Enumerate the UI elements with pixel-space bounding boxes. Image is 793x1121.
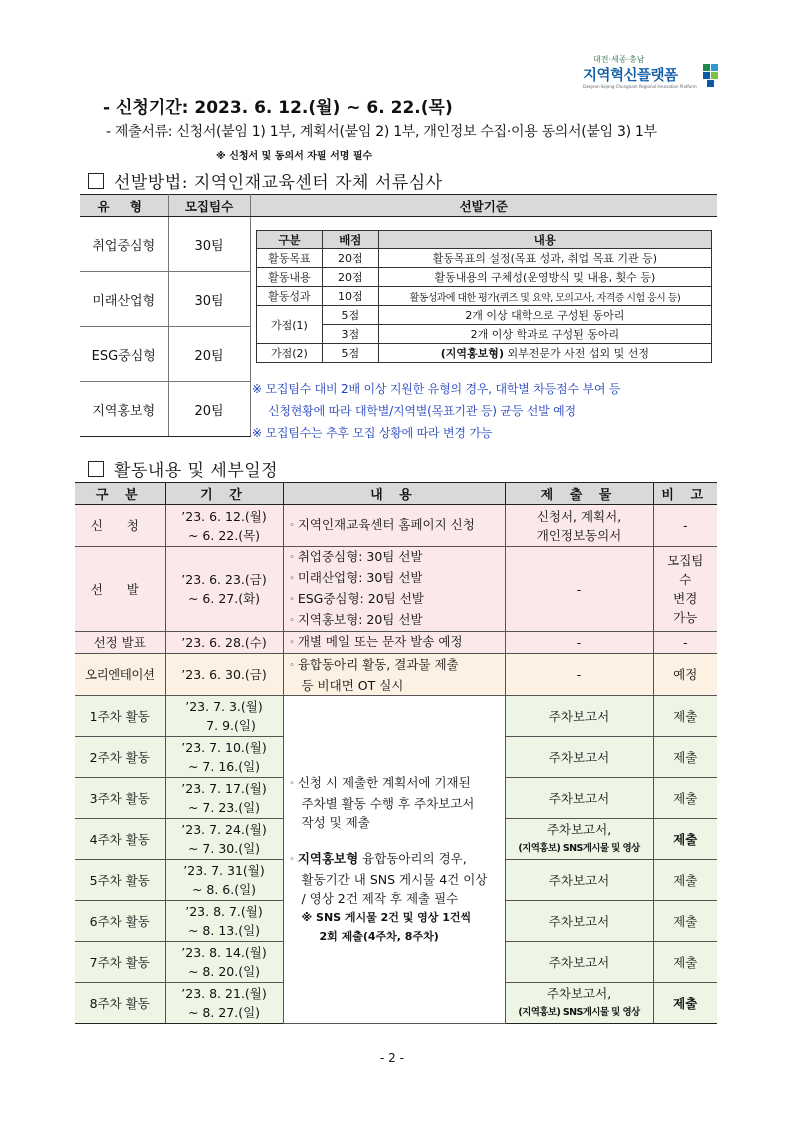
count-cell: 20팀 xyxy=(168,327,250,382)
header-category: 구 분 xyxy=(75,483,165,505)
bullet-icon: ◦ xyxy=(289,779,295,789)
criteria-score: 5점 xyxy=(322,344,378,363)
note-line: 가능 xyxy=(673,610,698,625)
criteria-category: 가점(2) xyxy=(257,344,323,363)
period-line: ’23. 7. 3.(월) xyxy=(185,699,263,714)
period-cell xyxy=(165,901,283,942)
selection-note-2: 신청현황에 따라 대학별/지역별(목표기관 등) 균등 선발 예정 xyxy=(268,404,576,418)
header-note: 비 고 xyxy=(653,483,717,505)
bullet-icon: ◦ xyxy=(289,855,295,865)
category-cell: 2주차 활동 xyxy=(75,737,165,778)
content-cell xyxy=(283,547,505,632)
logo-mark-icon xyxy=(701,62,721,88)
period-cell: ’23. 6. 28.(수) xyxy=(165,632,283,654)
content-line: 지역인재교육센터 홈페이지 신청 xyxy=(297,517,475,532)
header-count: 모집팀수 xyxy=(168,195,250,217)
criteria-category: 활동목표 xyxy=(257,249,323,268)
period-cell xyxy=(165,737,283,778)
note-cell: 제출 xyxy=(653,901,717,942)
submission-cell: - xyxy=(505,654,653,696)
period-cell xyxy=(165,819,283,860)
selection-note-3: ※ 모집팀수는 추후 모집 상황에 따라 변경 가능 xyxy=(252,426,493,440)
content-line: 활동기간 내 SNS 게시물 4건 이상 xyxy=(301,872,488,887)
header-period: 기 간 xyxy=(165,483,283,505)
bullet-icon: ◦ xyxy=(289,660,295,671)
table-row xyxy=(75,654,717,696)
period-cell: ’23. 6. 30.(금) xyxy=(165,654,283,696)
category-cell: 3주차 활동 xyxy=(75,778,165,819)
submission-cell: 주차보고서 xyxy=(505,778,653,819)
category-cell: 신 청 xyxy=(75,505,165,547)
page-number: - 2 - xyxy=(380,1051,404,1065)
period-line: ~ 8. 27.(일) xyxy=(187,1005,261,1020)
period-line: ~ 6. 22.(목) xyxy=(187,527,261,543)
criteria-category: 활동성과 xyxy=(257,287,323,306)
category-cell: 4주차 활동 xyxy=(75,819,165,860)
criteria-category: 활동내용 xyxy=(257,268,323,287)
schedule-table xyxy=(75,482,717,1024)
content-line: 융합동아리의 경우, xyxy=(358,851,467,866)
submission-cell: 주차보고서 xyxy=(505,901,653,942)
submission-line: 주차보고서, xyxy=(546,986,612,1001)
content-line: 작성 및 제출 xyxy=(301,815,370,830)
content-note: ※ SNS 게시물 2건 및 영상 1건씩 xyxy=(301,911,472,924)
content-line: 취업중심형: 30팀 선발 xyxy=(297,549,423,564)
type-cell: 취업중심형 xyxy=(80,217,168,272)
period-line: ’23. 6. 12.(월) xyxy=(181,508,267,524)
note-cell: 제출 xyxy=(653,860,717,901)
category-cell: 5주차 활동 xyxy=(75,860,165,901)
note-line: 수 xyxy=(679,572,692,587)
bullet-icon: ◦ xyxy=(289,521,295,531)
required-documents: - 제출서류: 신청서(붙임 1) 1부, 계획서(붙임 2) 1부, 개인정보 수집·이용 동의서(붙임 3) 1부 xyxy=(106,124,657,140)
criteria-table xyxy=(256,230,712,363)
criteria-content xyxy=(378,344,711,363)
checkbox-icon xyxy=(88,173,104,189)
criteria-content: 활동내용의 구체성(운영방식 및 내용, 횟수 등) xyxy=(378,268,711,287)
period-line: ’23. 8. 7.(월) xyxy=(185,904,263,919)
period-line: 7. 9.(일) xyxy=(206,718,256,733)
content-line: 개별 메일 또는 문자 발송 예정 xyxy=(297,634,463,649)
selection-heading-text: 선발방법: 지역인재교육센터 자체 서류심사 xyxy=(114,173,443,193)
period-line: ~ 7. 23.(일) xyxy=(187,800,261,815)
criteria-score: 10점 xyxy=(322,287,378,306)
content-bold: 지역홍보형 xyxy=(297,851,359,866)
weekly-content-cell xyxy=(283,696,505,1024)
period-cell xyxy=(165,778,283,819)
submission-cell xyxy=(505,819,653,860)
submission-line: 주차보고서, xyxy=(546,822,612,837)
period-line: ~ 8. 20.(일) xyxy=(187,964,261,979)
criteria-score: 20점 xyxy=(322,249,378,268)
content-line: 주차별 활동 수행 후 주차보고서 xyxy=(301,796,475,811)
submission-cell: 주차보고서 xyxy=(505,737,653,778)
criteria-header-content: 내용 xyxy=(378,231,711,249)
period-line: ’23. 8. 21.(월) xyxy=(181,986,267,1001)
note-cell: 제출 xyxy=(653,737,717,778)
table-row xyxy=(75,696,717,737)
period-line: ’23. 8. 14.(월) xyxy=(181,945,267,960)
schedule-heading xyxy=(88,456,278,481)
criteria-score: 5점 xyxy=(322,306,378,325)
period-line: ~ 7. 16.(일) xyxy=(187,759,261,774)
criteria-header-score: 배점 xyxy=(322,231,378,249)
period-cell xyxy=(165,547,283,632)
header-submission: 제 출 물 xyxy=(505,483,653,505)
schedule-heading-text: 활동내용 및 세부일정 xyxy=(114,461,279,481)
period-line: ~ 8. 6.(일) xyxy=(191,882,257,897)
period-line: ’23. 7. 24.(월) xyxy=(181,822,267,837)
type-cell: 지역홍보형 xyxy=(80,382,168,437)
count-cell: 20팀 xyxy=(168,382,250,437)
note-cell: 제출 xyxy=(653,696,717,737)
table-row xyxy=(75,547,717,632)
count-cell: 30팀 xyxy=(168,272,250,327)
logo-region: 대전·세종·충남 xyxy=(593,55,645,64)
criteria-content: 활동목표의 설정(목표 성과, 취업 목표 기관 등) xyxy=(378,249,711,268)
note-cell: 제출 xyxy=(653,942,717,983)
period-line: ’23. 7. 17.(월) xyxy=(181,781,267,796)
note-cell: 제출 xyxy=(653,778,717,819)
submission-cell: 주차보고서 xyxy=(505,942,653,983)
category-cell: 선 발 xyxy=(75,547,165,632)
category-cell: 선정 발표 xyxy=(75,632,165,654)
checkbox-icon xyxy=(88,461,104,477)
period-cell xyxy=(165,983,283,1024)
bullet-icon: ◦ xyxy=(289,553,295,563)
category-cell: 7주차 활동 xyxy=(75,942,165,983)
period-line: ’23. 7. 31(월) xyxy=(183,863,265,878)
type-cell: 미래산업형 xyxy=(80,272,168,327)
criteria-header-category: 구분 xyxy=(257,231,323,249)
bullet-icon: ◦ xyxy=(289,638,295,648)
content-line: 미래산업형: 30팀 선발 xyxy=(297,570,423,585)
criteria-score: 3점 xyxy=(322,325,378,344)
bullet-icon: ◦ xyxy=(289,595,295,605)
signature-note: ※ 신청서 및 동의서 자필 서명 필수 xyxy=(216,151,373,162)
count-cell: 30팀 xyxy=(168,217,250,272)
period-cell xyxy=(165,505,283,547)
period-line: ’23. 6. 23.(금) xyxy=(181,572,267,587)
period-line: ~ 7. 30.(일) xyxy=(187,841,261,856)
table-row xyxy=(75,632,717,654)
note-cell xyxy=(653,547,717,632)
period-line: ’23. 7. 10.(월) xyxy=(181,740,267,755)
submission-cell: - xyxy=(505,632,653,654)
logo xyxy=(583,54,723,94)
content-line: 등 비대면 OT 실시 xyxy=(301,677,404,693)
period-cell xyxy=(165,696,283,737)
note-line: 변경 xyxy=(673,591,698,606)
note-cell: - xyxy=(653,505,717,547)
type-cell: ESG중심형 xyxy=(80,327,168,382)
application-period: - 신청기간: 2023. 6. 12.(월) ~ 6. 22.(목) xyxy=(103,98,453,118)
submission-line: 개인정보동의서 xyxy=(536,527,622,543)
period-line: ~ 6. 27.(화) xyxy=(187,591,261,606)
period-line: ~ 8. 13.(일) xyxy=(187,923,261,938)
submission-cell: - xyxy=(505,547,653,632)
content-line: ESG중심형: 20팀 선발 xyxy=(297,591,424,606)
content-cell xyxy=(283,632,505,654)
category-cell: 8주차 활동 xyxy=(75,983,165,1024)
submission-sub: (지역홍보) SNS게시물 및 영상 xyxy=(518,1007,640,1018)
note-line: 모집팀 xyxy=(667,553,704,568)
selection-heading xyxy=(88,168,443,193)
note-cell: - xyxy=(653,632,717,654)
header-type: 유 형 xyxy=(80,195,168,217)
note-cell: 제출 xyxy=(653,983,717,1024)
criteria-content: 2개 이상 대학으로 구성된 동아리 xyxy=(378,306,711,325)
criteria-content-bold: (지역홍보형) xyxy=(440,347,504,360)
period-cell xyxy=(165,860,283,901)
bullet-icon: ◦ xyxy=(289,616,295,626)
header-criteria: 선발기준 xyxy=(250,195,717,217)
submission-sub: (지역홍보) SNS게시물 및 영상 xyxy=(518,843,640,854)
submission-cell: 주차보고서 xyxy=(505,860,653,901)
content-line: / 영상 2건 제작 후 제출 필수 xyxy=(301,891,459,906)
criteria-content: 활동성과에 대한 평가(퀴즈 및 요약, 모의고사, 자격증 시험 응시 등) xyxy=(378,287,711,306)
category-cell: 6주차 활동 xyxy=(75,901,165,942)
logo-name: 지역혁신플랫폼 xyxy=(583,68,678,84)
submission-cell xyxy=(505,505,653,547)
table-row xyxy=(75,505,717,547)
criteria-content: 2개 이상 학과로 구성된 동아리 xyxy=(378,325,711,344)
submission-cell: 주차보고서 xyxy=(505,696,653,737)
content-line: 융합동아리 활동, 결과물 제출 xyxy=(297,656,459,672)
category-cell: 1주차 활동 xyxy=(75,696,165,737)
criteria-content-rest: 외부전문가 사전 섭외 및 선정 xyxy=(503,347,649,360)
content-cell xyxy=(283,505,505,547)
content-cell xyxy=(283,654,505,696)
logo-subtitle: Daejeon·Sejong·Chungnam Regional Innovation Platform xyxy=(583,84,697,89)
submission-cell xyxy=(505,983,653,1024)
selection-note-1: ※ 모집팀수 대비 2배 이상 지원한 유형의 경우, 대학별 차등점수 부여 등 xyxy=(252,382,621,396)
note-cell: 제출 xyxy=(653,819,717,860)
header-content: 내 용 xyxy=(283,483,505,505)
criteria-score: 20점 xyxy=(322,268,378,287)
content-line: 지역홍보형: 20팀 선발 xyxy=(297,612,423,627)
category-cell: 오리엔테이션 xyxy=(75,654,165,696)
criteria-category: 가점(1) xyxy=(257,306,323,344)
submission-line: 신청서, 계획서, xyxy=(536,508,622,524)
bullet-icon: ◦ xyxy=(289,574,295,584)
content-line: 신청 시 제출한 계획서에 기재된 xyxy=(297,775,471,790)
period-cell xyxy=(165,942,283,983)
note-cell: 예정 xyxy=(653,654,717,696)
content-note: 2회 제출(4주차, 8주차) xyxy=(319,930,439,943)
